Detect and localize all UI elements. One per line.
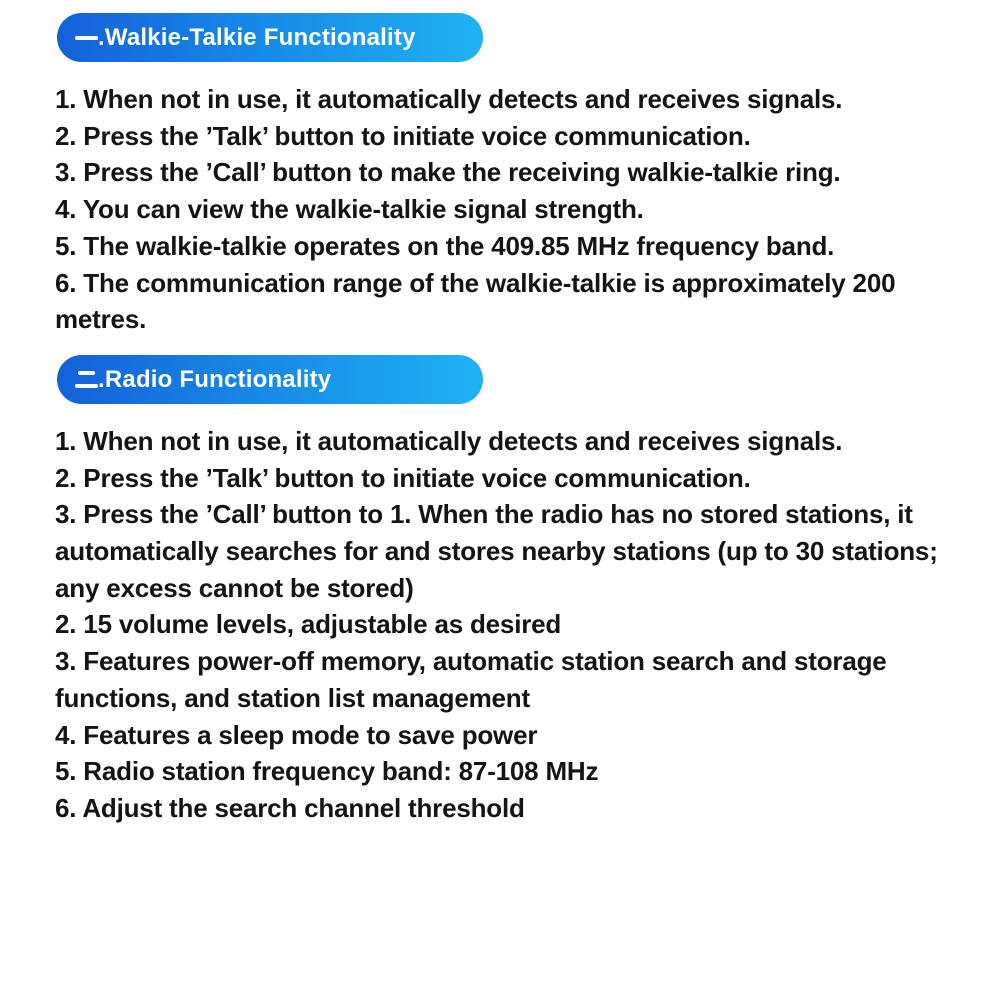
list-item: 5. Radio station frequency band: 87-108 MHz [55, 756, 599, 787]
list-item: 6. The communication range of the walkie-talkie is approximately 200 metres. [55, 267, 896, 335]
list-item: 2. 15 volume levels, adjustable as desired [55, 609, 562, 640]
list-item: 2. Press the ’Talk’ button to initiate voice communication. [55, 462, 751, 493]
section-header-walkie-talkie [57, 13, 483, 62]
section-header-label: .Walkie-Talkie Functionality [98, 24, 416, 51]
list-item: 3. Press the ’Call’ button to 1. When the radio has no stored stations, it automatically searches for and stores nearby stations (up to 30 stations; any excess cannot be stored) [55, 499, 938, 603]
section-walkie-talkie [55, 13, 1000, 338]
section-header-label: .Radio Functionality [98, 365, 332, 393]
section-radio [55, 355, 1000, 827]
chinese-numeral-two-icon [75, 355, 98, 404]
list-item: 1. When not in use, it automatically detects and receives signals. [55, 425, 843, 456]
list-item: 3. Features power-off memory, automatic station search and storage functions, and station list management [55, 646, 887, 713]
list-item: 4. Features a sleep mode to save power [55, 719, 538, 750]
list-item: 5. The walkie-talkie operates on the 409.85 MHz frequency band. [55, 230, 835, 261]
list-item: 1. When not in use, it automatically detects and receives signals. [55, 84, 843, 114]
feature-list-radio [55, 423, 955, 827]
chinese-numeral-one-icon [75, 13, 98, 62]
feature-list-walkie-talkie [55, 81, 955, 338]
section-header-radio [57, 355, 483, 404]
list-item: 4. You can view the walkie-talkie signal strength. [55, 194, 644, 225]
list-item: 3. Press the ’Call’ button to make the receiving walkie-talkie ring. [55, 157, 841, 188]
list-item: 6. Adjust the search channel threshold [55, 792, 525, 823]
list-item: 2. Press the ’Talk’ button to initiate voice communication. [55, 120, 751, 151]
